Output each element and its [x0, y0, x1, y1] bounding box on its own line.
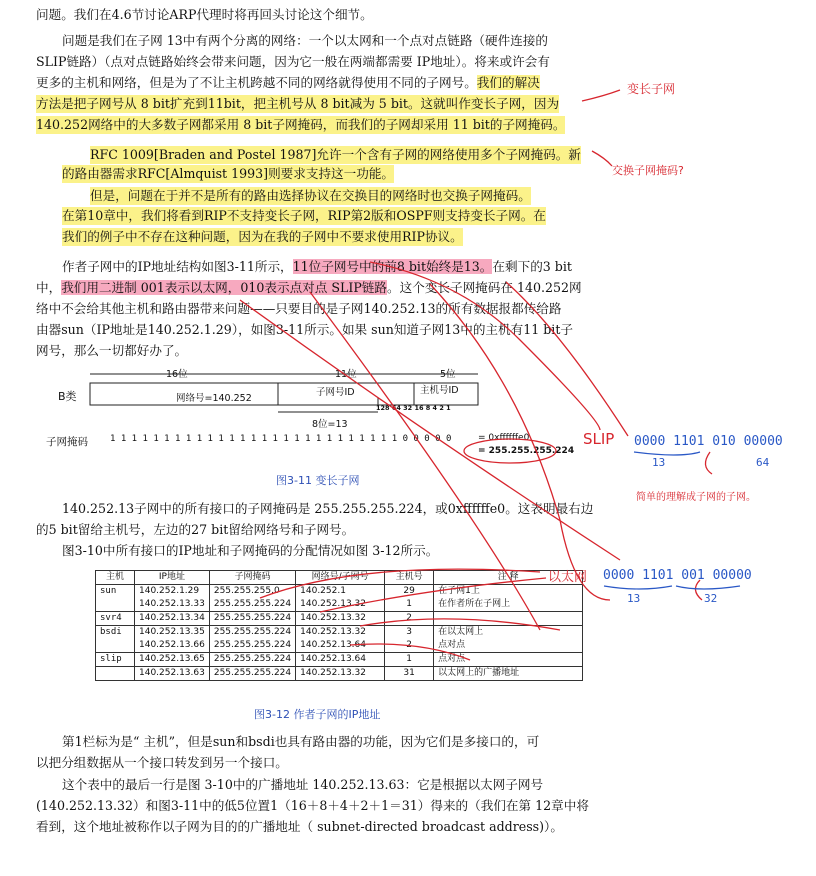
table-cell: 255.255.255.224: [209, 639, 295, 653]
bits-b: 010: [712, 434, 736, 449]
mask-dotted: = 255.255.255.224: [478, 446, 575, 456]
table-cell: 255.255.255.224: [209, 612, 295, 626]
table-cell: 在以太网上: [434, 626, 583, 640]
highlight-yellow: 方法是把子网号从 8 bit扩充到11bit，把主机号从 8 bit减为 5 bit。这就叫作变长子网，因为: [36, 96, 560, 111]
paragraph-line: [36, 279, 582, 297]
table-row: [96, 598, 583, 612]
host-field-label: 主机号ID: [420, 385, 459, 396]
paragraph-line: 问题是我们在子网 13中有两个分离的网络：一个以太网和一个点对点链路（硬件连接的: [62, 33, 548, 48]
bits-11-label: 11位: [335, 369, 357, 380]
table-row: [96, 626, 583, 640]
net-field-label: 网络号=140.252: [176, 393, 252, 404]
table-row: [96, 653, 583, 667]
figure-caption-3-11: 图3-11 变长子网: [276, 474, 360, 487]
table-cell: 140.252.13.35: [135, 626, 210, 640]
table-cell: 140.252.1: [296, 585, 385, 599]
highlight-yellow: 我们的例子中不存在这种问题，因为在我的子网中不要求使用RIP协议。: [62, 229, 463, 244]
bits-a: 0000 1101: [634, 434, 705, 449]
paragraph-line: 的5 bit留给主机号，左边的27 bit留给网络号和子网号。: [36, 522, 355, 537]
mask-bits: 1 1 1 1 1 1 1 1 1 1 1 1 1 1 1 1 1 1 1 1 1 1 1 1 1 1 1 0 0 0 0 0: [110, 434, 452, 444]
highlight-yellow: 的路由器需求RFC[Almquist 1993]则要求支持这一功能。: [62, 166, 395, 181]
table-cell: 31: [385, 667, 434, 681]
paragraph-line: SLIP链路）（点对点链路始终会带来问题，因为它一般在两端都需要 IP地址）。将来或许会有: [36, 54, 550, 69]
text-span: 中，: [36, 280, 62, 295]
table-row: [96, 585, 583, 599]
paragraph-line: 络中不会给其他主机和路由器带来问题——只要目的是子网140.252.13的所有数据报都传给路: [36, 301, 562, 316]
text-span: 更多的主机和网络，但是为了不让主机跨越不同的网络就得使用不同的子网号。: [36, 75, 477, 90]
highlight-pink: 我们用二进制 001表示以太网，010表示点对点 SLIP链路: [61, 280, 387, 295]
table-cell: 在子网1上: [434, 585, 583, 599]
table-cell: 140.252.13.64: [296, 639, 385, 653]
subnet-field-label: 子网号ID: [316, 387, 355, 398]
annotation-eth-32: 32: [704, 592, 718, 605]
table-cell: 29: [385, 585, 434, 599]
bits-c: 00000: [743, 434, 783, 449]
table-cell: 3: [385, 626, 434, 640]
table-header-row: [96, 571, 583, 585]
table-cell: 2: [385, 639, 434, 653]
table-cell-host: svr4: [96, 612, 135, 626]
table-header: 注 释: [434, 571, 583, 585]
annotation-vlsm: 变长子网: [627, 82, 676, 96]
table-cell: 140.252.13.32: [296, 598, 385, 612]
bits-a: 0000 1101: [603, 568, 674, 583]
mask-hex: = 0xffffffe0: [478, 433, 530, 443]
annotation-eth-bits: [603, 568, 752, 583]
annotation-ethernet: 以太网: [548, 570, 588, 585]
annotation-simple-note: 简单的理解成子网的子网。: [636, 492, 756, 503]
table-cell-host: slip: [96, 653, 135, 667]
table-cell: 1: [385, 598, 434, 612]
paragraph-line: 这个表中的最后一行是图 3-10中的广播地址 140.252.13.63：它是根据以太网子网号: [62, 777, 544, 792]
table-cell: 在作者所在子网上: [434, 598, 583, 612]
paragraph-line: 网号，那么一切都好办了。: [36, 343, 188, 358]
stroke-arrow: [582, 90, 620, 101]
bits-16-label: 16位: [166, 369, 188, 380]
paragraph-line: 第1栏标为是“ 主机”，但是sun和bsdi也具有路由器的功能，因为它们是多接口的，可: [62, 734, 540, 749]
table-row: [96, 639, 583, 653]
underline: [676, 586, 740, 589]
table-cell: 255.255.255.0: [209, 585, 295, 599]
table-header: IP地址: [135, 571, 210, 585]
annotation-slip-bits: [634, 434, 783, 449]
table-cell: 140.252.13.66: [135, 639, 210, 653]
paragraph-line: [36, 74, 540, 92]
table-cell: [434, 612, 583, 626]
annotation-slip-13: 13: [652, 456, 666, 469]
stroke-tick: [695, 580, 702, 600]
stroke-tick: [705, 452, 712, 474]
table-cell: 以太网上的广播地址: [434, 667, 583, 681]
table-header: 网络号/子网号: [296, 571, 385, 585]
figure-caption-3-12: 图3-12 作者子网的IP地址: [254, 708, 381, 721]
highlight-pink: 11位子网号中的前8 bit始终是13。: [292, 259, 493, 274]
annotation-eth-13: 13: [627, 592, 641, 605]
mask-label: 子网掩码: [46, 436, 88, 448]
highlight-yellow: 但是，问题在于并不是所有的路由选择协议在交换目的网络时也交换子网掩码。: [90, 188, 531, 203]
annotation-slip: SLIP: [583, 430, 615, 448]
table-cell: 140.252.13.33: [135, 598, 210, 612]
annotation-slip-64: 64: [756, 456, 770, 469]
table-cell: 140.252.1.29: [135, 585, 210, 599]
paragraph-line: 由器sun（IP地址是140.252.1.29），如图3-11所示。如果 sun知道子网13中的主机有11 bit子: [36, 322, 573, 337]
paragraph-line: [62, 258, 572, 276]
table-cell: 140.252.13.64: [296, 653, 385, 667]
table-cell: 140.252.13.34: [135, 612, 210, 626]
paragraph-line: 以把分组数据从一个接口转发到另一个接口。: [36, 755, 288, 770]
text-span: 在剩下的3 bit: [492, 259, 572, 274]
ip-table: [95, 570, 583, 681]
table-cell: 1: [385, 653, 434, 667]
table-cell: 140.252.13.32: [296, 626, 385, 640]
table-row: [96, 667, 583, 681]
table-cell-host: bsdi: [96, 626, 135, 653]
table-cell-host: sun: [96, 585, 135, 612]
table-cell: 255.255.255.224: [209, 653, 295, 667]
table-cell: 2: [385, 612, 434, 626]
highlight-yellow: 140.252网络中的大多数子网都采用 8 bit子网掩码，而我们的子网却采用 11 bit的子网掩码。: [36, 117, 566, 132]
paragraph-line: 图3-10中所有接口的IP地址和子网掩码的分配情况如图 3-12所示。: [62, 543, 439, 558]
stroke-arrow: [592, 151, 612, 166]
table-header: 主机号: [385, 571, 434, 585]
table-header: 主机: [96, 571, 135, 585]
table-cell-host: [96, 667, 135, 681]
table-cell: 140.252.13.65: [135, 653, 210, 667]
bits-c: 00000: [712, 568, 752, 583]
paragraph-line: 140.252.13子网中的所有接口的子网掩码是 255.255.255.224，或0xffffffe0。这表明最右边: [62, 501, 594, 516]
table-cell: 140.252.13.32: [296, 612, 385, 626]
table-header: 子网掩码: [209, 571, 295, 585]
underline: [604, 586, 672, 589]
class-b-label: B类: [58, 390, 77, 403]
paragraph-line: (140.252.13.32）和图3-11中的低5位置1（16＋8＋4＋2＋1＝31）得来的（我们在第 12章中将: [36, 798, 589, 813]
bit-weights: 128 64 32 16 8 4 2 1: [376, 404, 451, 412]
highlight-yellow: 我们的解决: [476, 75, 540, 90]
bits-5-label: 5位: [440, 369, 456, 380]
bits-8-13-label: 8位=13: [312, 419, 348, 430]
table-cell: 点对点: [434, 653, 583, 667]
paragraph-line: 看到，这个地址被称作以子网为目的的广播地址（ subnet-directed broadcast address)）。: [36, 819, 563, 834]
table-cell: 点对点: [434, 639, 583, 653]
table-row: [96, 612, 583, 626]
highlight-yellow: RFC 1009[Braden and Postel 1987]允许一个含有子网的网络使用多个子网掩码。新: [90, 147, 581, 162]
table-cell: 255.255.255.224: [209, 598, 295, 612]
text-span: 作者子网中的IP地址结构如图3-11所示，: [62, 259, 293, 274]
table-cell: 140.252.13.63: [135, 667, 210, 681]
bits-b: 001: [681, 568, 705, 583]
table-cell: 140.252.13.32: [296, 667, 385, 681]
table-cell: 255.255.255.224: [209, 667, 295, 681]
highlight-yellow: 在第10章中，我们将看到RIP不支持变长子网，RIP第2版和OSPF则支持变长子网。在: [62, 208, 546, 223]
underline: [634, 452, 700, 455]
paragraph-line: 问题。我们在4.6节讨论ARP代理时将再回头讨论这个细节。: [36, 7, 373, 22]
table-cell: 255.255.255.224: [209, 626, 295, 640]
text-span: 。这个变长子网掩码在 140.252网: [387, 280, 582, 295]
annotation-swap-mask: 交换子网掩码?: [612, 164, 684, 177]
